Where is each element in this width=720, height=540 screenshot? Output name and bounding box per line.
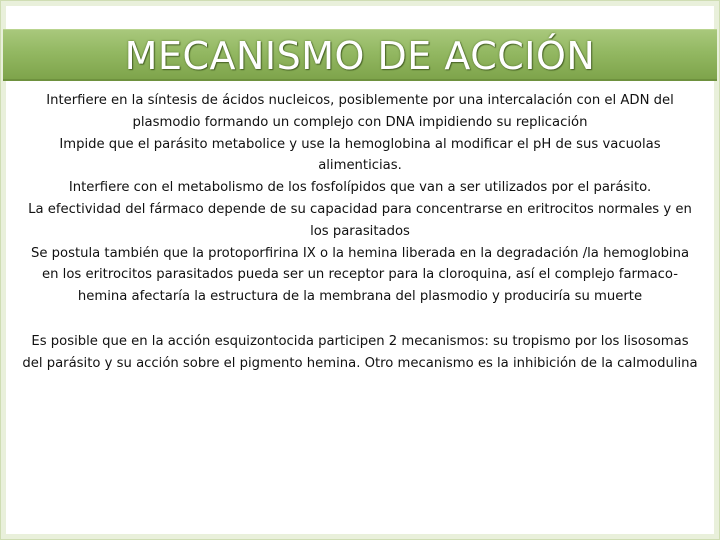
paragraph-protoporphyrin: Se postula también que la protoporfirina IX o la hemina liberada en la degradación /la hemoglobina en los eritrocitos parasitados pueda ser un receptor para la cloroquina, así el complejo farmaco-hemina afectaría la estructura de la membrana del plasmodio y produciría su muerte [30, 245, 690, 305]
body-text [22, 90, 698, 375]
paragraph-nucleic-acids: Interfiere en la síntesis de ácidos nucleicos, posiblemente por una intercalación con el ADN del plasmodio formando un complejo con DNA impidiendo su replicación [46, 93, 674, 130]
paragraph-phospholipids: Interfiere con el metabolismo de los fosfolípidos que van a ser utilizados por el parásito. [68, 180, 652, 196]
paragraph-hemoglobin: Impide que el parásito metabolice y use la hemoglobina al modificar el pH de sus vacuolas alimenticias. [59, 136, 661, 174]
slide-title: MECANISMO DE ACCIÓN [124, 34, 596, 78]
paragraph-effectiveness: La efectividad del fármaco depende de su capacidad para concentrarse en eritrocitos normales y en los parasitados [28, 201, 692, 239]
paragraph-schizonticide: Es posible que en la acción esquizontocida participen 2 mecanismos: su tropismo por los lisosomas del parásito y su acción sobre el pigmento hemina. Otro mecanismo es la inhibición de la calmodulina [22, 333, 698, 371]
